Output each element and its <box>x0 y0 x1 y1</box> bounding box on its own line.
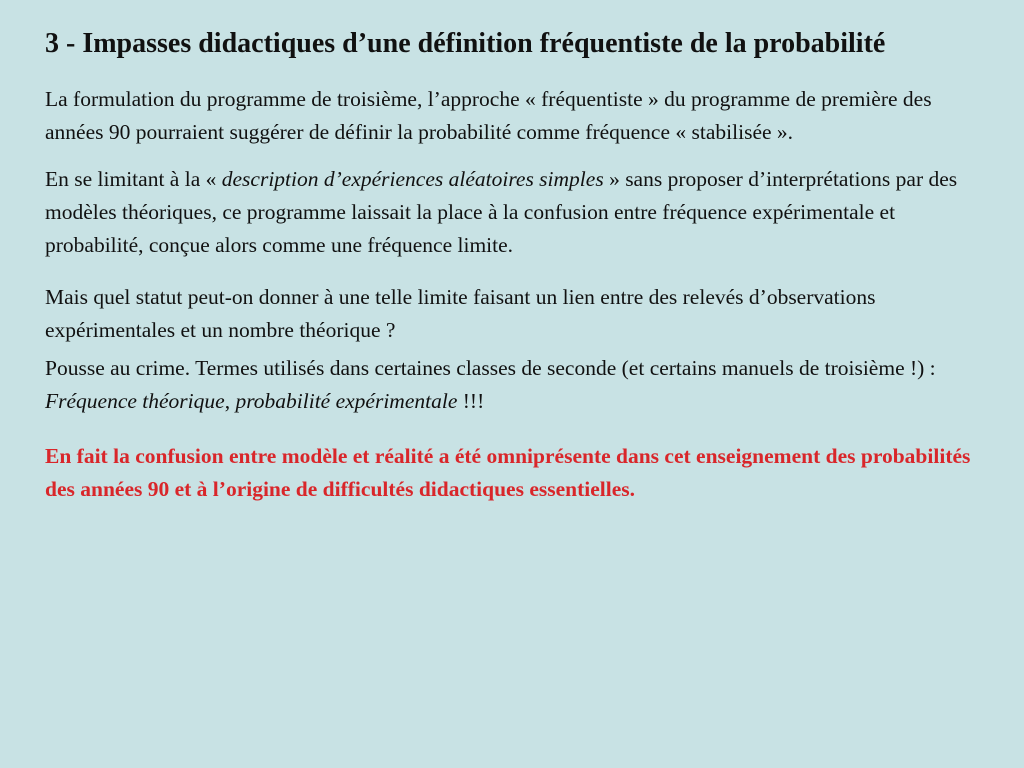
paragraph-programme-formulation: La formulation du programme de troisième, l’approche « fréquentiste » du programme de première des années 90 pourraient suggérer de définir la probabilité comme fréquence « stabilisée ». <box>45 87 932 144</box>
conclusion-highlight: En fait la confusion entre modèle et réalité a été omniprésente dans cet enseignement des probabilités des années 90 et à l’origine de difficultés didactiques essentielles. <box>45 444 971 501</box>
term-frequence-theorique: Fréquence théorique <box>45 389 225 413</box>
paragraph-text: Pousse au crime. Termes utilisés dans certaines classes de seconde (et certains manuels de troisième !) : <box>45 356 936 380</box>
separator: , <box>224 389 236 413</box>
paragraph-text: !!! <box>457 389 485 413</box>
paragraph-question: Mais quel statut peut-on donner à une telle limite faisant un lien entre des relevés d’observations expérimentales et un nombre théorique ? <box>45 285 876 342</box>
term-probabilite-experimentale: probabilité expérimentale <box>235 389 458 413</box>
quoted-programme-phrase: description d’expériences aléatoires simples <box>221 167 604 191</box>
slide-title: 3 - Impasses didactiques d’une définition fréquentiste de la probabilité <box>45 28 886 59</box>
paragraph-terms <box>45 352 975 418</box>
paragraph-text: En se limitant à la « <box>45 167 222 191</box>
slide <box>45 25 975 506</box>
paragraph-text: » sans proposer d’interprétations par des modèles théoriques, ce programme laissait la place à la confusion entre fréquence expérimentale et probabilité, conçue alors comme une fréquence limite. <box>45 167 958 257</box>
paragraph-programme-limitation <box>45 163 975 262</box>
